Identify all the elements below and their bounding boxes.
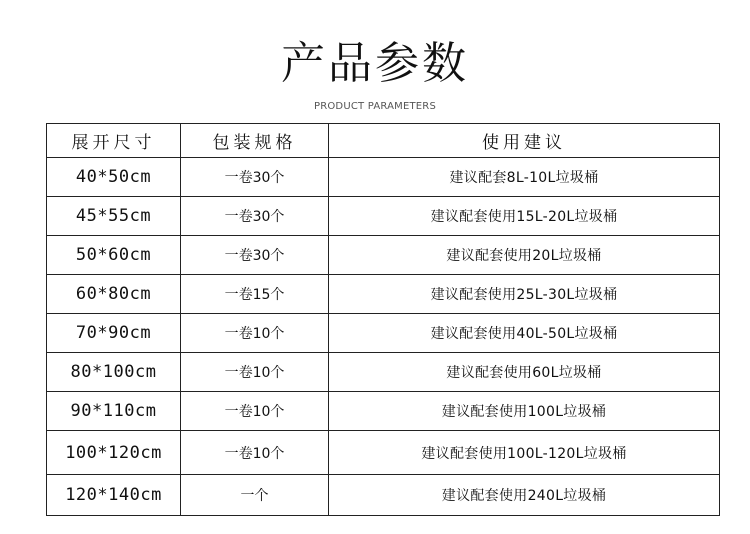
table-row [47,392,720,431]
table-row [47,314,720,353]
size-cell: 100*120cm [47,431,181,475]
packaging-cell: 一卷10个 [181,353,329,392]
column-header-packaging: 包装规格 [181,124,329,158]
usage-cell: 建议配套使用60L垃圾桶 [329,353,720,392]
size-cell: 70*90cm [47,314,181,353]
column-header-size: 展开尺寸 [47,124,181,158]
packaging-cell: 一卷15个 [181,275,329,314]
table-row [47,475,720,516]
usage-cell: 建议配套使用100L-120L垃圾桶 [329,431,720,475]
page-subtitle: PRODUCT PARAMETERS [313,101,437,112]
usage-cell: 建议配套使用20L垃圾桶 [329,236,720,275]
usage-cell: 建议配套使用15L-20L垃圾桶 [329,197,720,236]
table-row [47,236,720,275]
usage-cell: 建议配套使用240L垃圾桶 [329,475,720,516]
usage-cell: 建议配套使用100L垃圾桶 [329,392,720,431]
usage-cell: 建议配套8L-10L垃圾桶 [329,158,720,197]
size-cell: 45*55cm [47,197,181,236]
table-header-row [47,124,720,158]
size-cell: 90*110cm [47,392,181,431]
table-row [47,158,720,197]
packaging-cell: 一卷30个 [181,158,329,197]
table-row [47,275,720,314]
packaging-cell: 一卷10个 [181,314,329,353]
table-row [47,197,720,236]
usage-cell: 建议配套使用25L-30L垃圾桶 [329,275,720,314]
packaging-cell: 一卷10个 [181,431,329,475]
size-cell: 60*80cm [47,275,181,314]
size-cell: 40*50cm [47,158,181,197]
packaging-cell: 一卷30个 [181,236,329,275]
table-row [47,431,720,475]
table-row [47,353,720,392]
product-parameters-table [46,123,720,516]
packaging-cell: 一个 [181,475,329,516]
usage-cell: 建议配套使用40L-50L垃圾桶 [329,314,720,353]
column-header-usage: 使用建议 [329,124,720,158]
page-title: 产品参数 [281,38,469,89]
packaging-cell: 一卷30个 [181,197,329,236]
size-cell: 80*100cm [47,353,181,392]
size-cell: 50*60cm [47,236,181,275]
packaging-cell: 一卷10个 [181,392,329,431]
size-cell: 120*140cm [47,475,181,516]
